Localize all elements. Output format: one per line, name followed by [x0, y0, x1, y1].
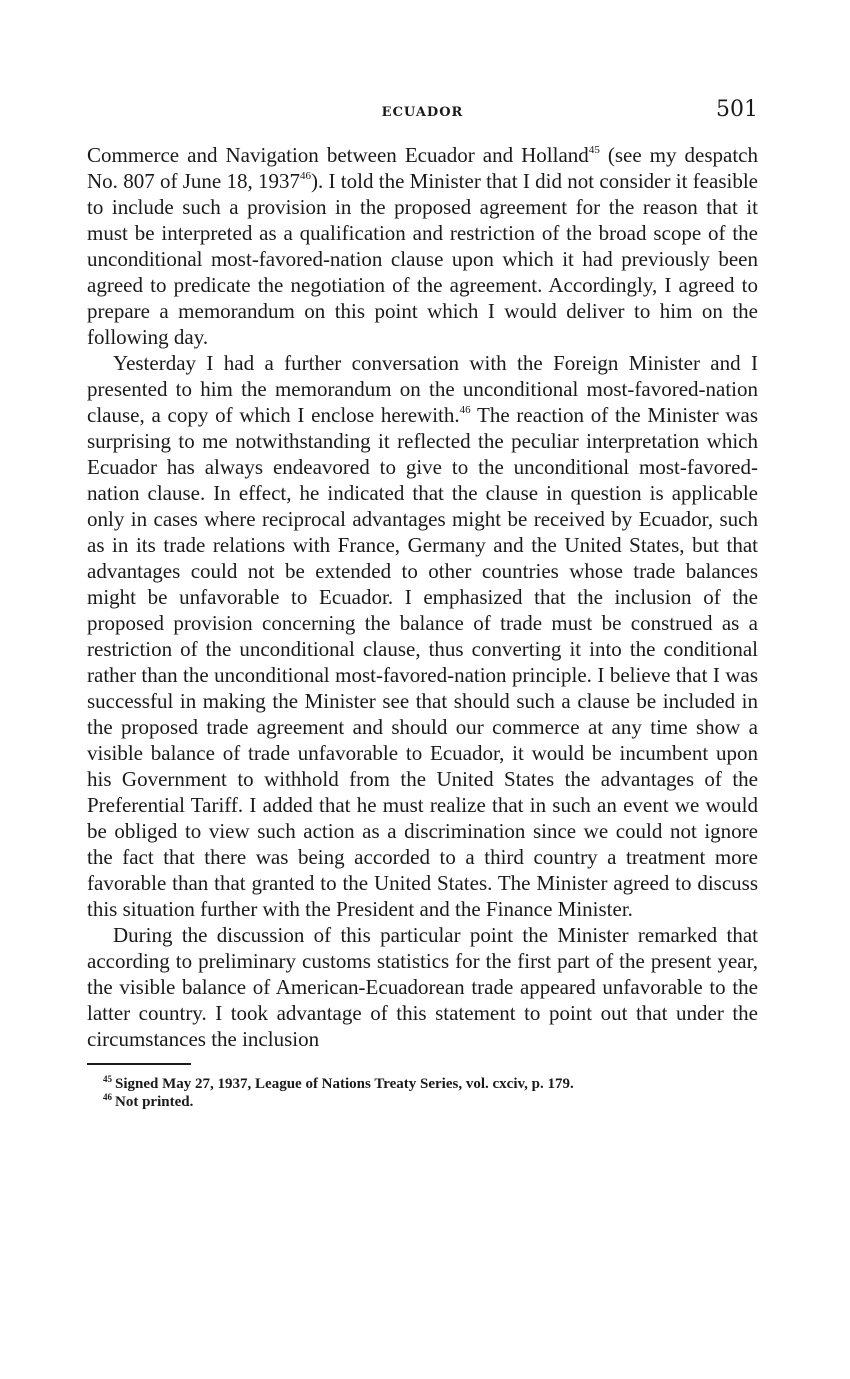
paragraph: [87, 922, 758, 1052]
paragraph-continued: [87, 142, 758, 350]
paragraph-text: The reaction of the Minister was surprising to me notwithstanding it reflected the peculiar interpretation which Ecuador has always endeavored to give to the unconditional most-favored-nation clause. In effect, he indicated that the clause in question is applicable only in cases where reciprocal advantages might be received by Ecuador, such as in its trade relations with France, Germany and the United States, but that advantages could not be extended to other countries whose trade balances might be unfavorable to Ecuador. I emphasized that the inclusion of the proposed provision concerning the balance of trade must be construed as a restriction of the unconditional clause, thus converting it into the conditional rather than the unconditional most-favored-nation principle. I believe that I was successful in making the Minister see that should such a clause be included in the proposed trade agreement and should our commerce at any time show a visible balance of trade unfavorable to Ecuador, it would be incumbent upon his Government to withhold from the United States the advantages of the Preferential Tariff. I added that he must realize that in such an event we would be obliged to view such action as a discrimination since we could not ignore the fact that there was being accorded to a third country a treatment more favorable than that granted to the United States. The Minister agreed to discuss this situation further with the President and the Finance Minister.: [87, 403, 758, 921]
paragraph-text: Commerce and Navigation between Ecuador and Holland: [87, 143, 589, 167]
document-page: [87, 96, 758, 1111]
footnote-marker: 46: [103, 1092, 112, 1102]
footnote: [87, 1093, 758, 1111]
footnote-ref: 46: [300, 170, 312, 182]
footnote-ref: 45: [588, 144, 600, 156]
paragraph-text: ). I told the Minister that I did not consider it feasible to include such a provision in the proposed agreement for the reason that it must be interpreted as a qualification and restriction of the broad scope of the unconditional most-favored-nation clause upon which it had previously been agreed to predicate the negotiation of the agreement. Accordingly, I agreed to prepare a memorandum on this point which I would deliver to him on the following day.: [87, 169, 758, 349]
running-head: [87, 96, 758, 126]
paragraph-text: During the discussion of this particular point the Minister remarked that according to preliminary customs statistics for the first part of the present year, the visible balance of American-Ecuadorean trade appeared unfavorable to the latter country. I took advantage of this statement to point out that under the circumstances the inclusion: [87, 923, 758, 1051]
page-number: 501: [716, 97, 758, 122]
footnote-marker: 45: [103, 1074, 112, 1084]
footnote-text: Signed May 27, 1937, League of Nations Treaty Series, vol. cxciv, p. 179.: [115, 1076, 574, 1092]
footnote: [87, 1075, 758, 1093]
footnote-text: Not printed.: [115, 1094, 194, 1110]
body-text: [87, 142, 758, 1052]
footnote-divider: [87, 1063, 191, 1065]
running-title: ECUADOR: [381, 105, 464, 120]
paragraph: [87, 350, 758, 922]
footnote-ref: 46: [459, 404, 471, 416]
footnotes: [87, 1075, 758, 1111]
paragraph-text: Yesterday I had a further conversation with the Foreign Minister and I presented to him the memorandum on the unconditional most-favored-nation clause, a copy of which I enclose herewith.: [87, 351, 758, 427]
paragraph-text: (see my despatch No. 807 of June 18, 1937: [87, 143, 758, 193]
